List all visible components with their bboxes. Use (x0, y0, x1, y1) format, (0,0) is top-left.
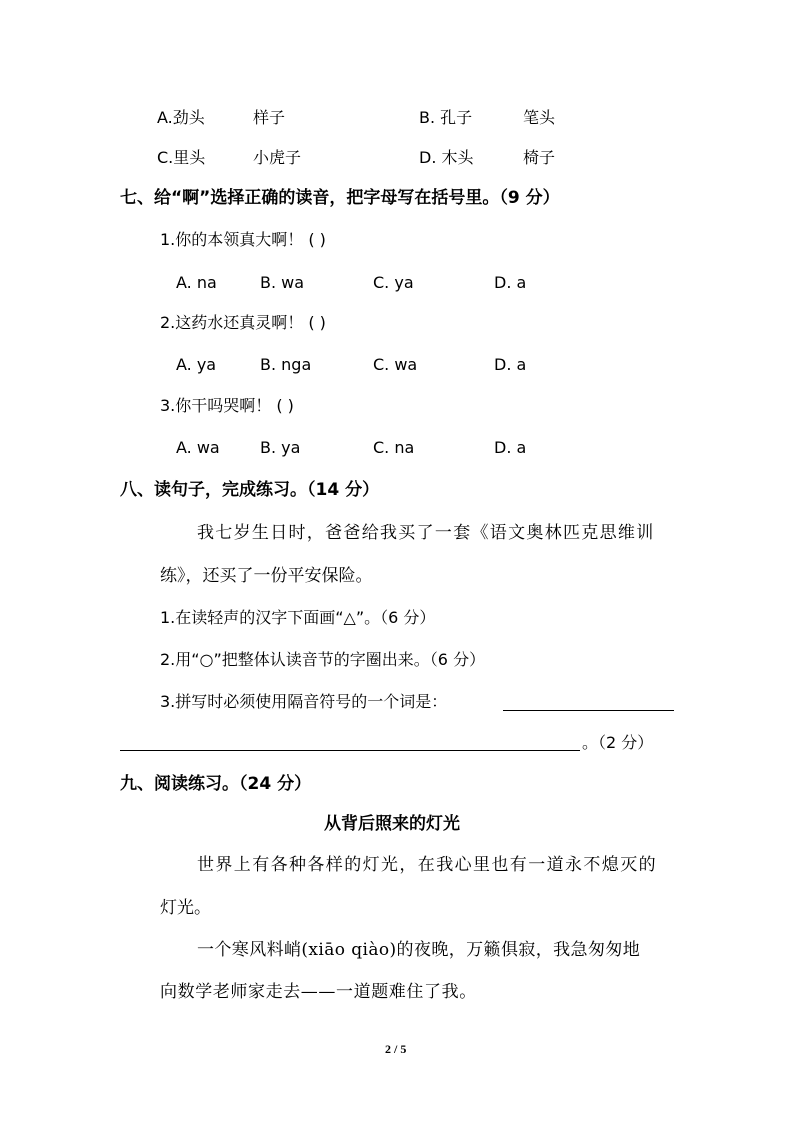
page-number: 2 / 5 (385, 1042, 407, 1056)
q7-item-3-option-a: A. wa (176, 438, 220, 457)
q7-item-3-option-b: B. ya (260, 438, 301, 457)
q7-item-2-option-d: D. a (494, 355, 527, 374)
q6-option-a-word2: 样子 (253, 108, 286, 127)
answer-blank-line-2[interactable] (120, 750, 580, 751)
q7-heading: 七、给“啊”选择正确的读音，把字母写在括号里。（9 分） (120, 188, 560, 208)
q8-subquestion-1: 1.在读轻声的汉字下面画“△”。（6 分） (160, 608, 436, 627)
q7-item-3-option-c: C. na (373, 438, 415, 457)
q7-item-2-option-a: A. ya (176, 355, 217, 374)
q6-option-d: D. 木头 (419, 148, 474, 167)
q7-item-1-option-a: A. na (176, 273, 217, 292)
q7-item-2-stem: 2.这药水还真灵啊！ ( ) (160, 313, 326, 332)
q7-item-1-option-b: B. wa (260, 273, 305, 292)
q8-subquestion-3: 3.拼写时必须使用隔音符号的一个词是： (160, 692, 448, 711)
q7-item-1-stem: 1.你的本领真大啊！ ( ) (160, 230, 326, 249)
q8-passage-line-2: 练》，还买了一份平安保险。 (160, 566, 373, 586)
q8-passage-line-1: 我七岁生日时，爸爸给我买了一套《语文奥林匹克思维训 (197, 523, 655, 543)
q6-option-a: A.劲头 (157, 108, 205, 127)
q7-item-1-option-c: C. ya (373, 273, 414, 292)
q6-option-c: C.里头 (157, 148, 206, 167)
q7-item-2-option-b: B. nga (260, 355, 312, 374)
answer-blank-line-1[interactable] (503, 710, 674, 711)
q9-heading: 九、阅读练习。（24 分） (120, 774, 312, 794)
article-paragraph-2-line-1: 一个寒风料峭(xiāo qiào)的夜晚，万籁俱寂，我急匆匆地 (197, 940, 641, 960)
q6-option-c-word2: 小虎子 (253, 148, 302, 167)
q6-option-d-word2: 椅子 (523, 148, 556, 167)
article-paragraph-1-line-2: 灯光。 (160, 898, 211, 918)
q6-option-b: B. 孔子 (419, 108, 473, 127)
q7-item-2-option-c: C. wa (373, 355, 418, 374)
article-paragraph-1-line-1: 世界上有各种各样的灯光，在我心里也有一道永不熄灭的 (197, 855, 657, 875)
q8-subquestion-2: 2.用“○”把整体认读音节的字圈出来。（6 分） (160, 650, 486, 669)
q7-item-3-stem: 3.你干吗哭啊！ ( ) (160, 396, 294, 415)
article-paragraph-2-line-2: 向数学老师家走去——一道题难住了我。 (160, 982, 477, 1002)
q6-option-b-word2: 笔头 (523, 108, 556, 127)
q7-item-3-option-d: D. a (494, 438, 527, 457)
q8-heading: 八、读句子，完成练习。（14 分） (120, 480, 380, 500)
article-title: 从背后照来的灯光 (324, 814, 460, 834)
q8-subquestion-3-score: 。（2 分） (582, 733, 654, 752)
q7-item-1-option-d: D. a (494, 273, 527, 292)
